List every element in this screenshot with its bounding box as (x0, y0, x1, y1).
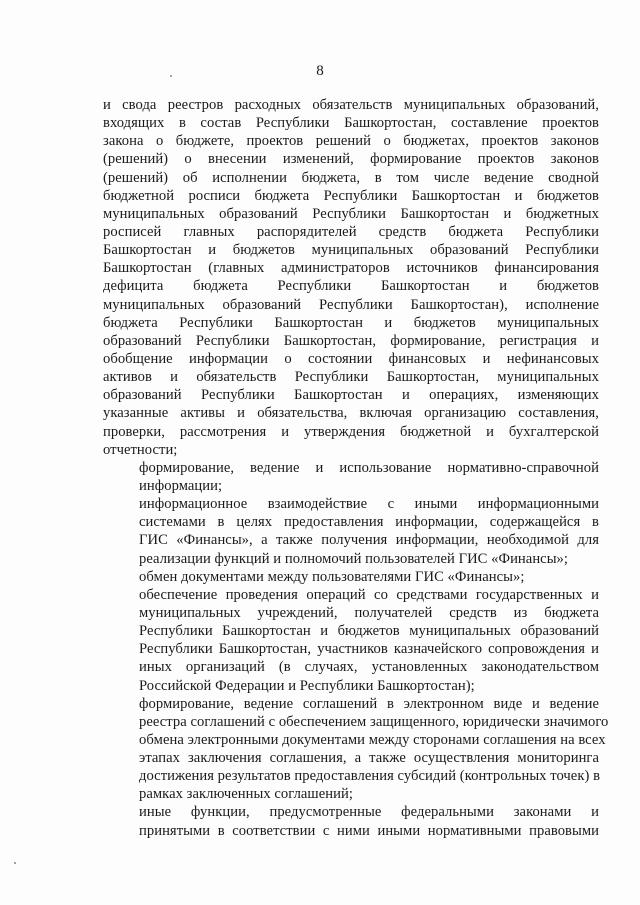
page-number: 8 (316, 63, 324, 79)
text-line: этапах заключения соглашения, а также осуществления мониторинга (139, 750, 599, 767)
text-line: реализации функций и полномочий пользователей ГИС «Финансы»; (139, 550, 569, 567)
paragraph (103, 586, 599, 695)
text-line: муниципальных учреждений, получателей средств из бюджета (139, 604, 599, 621)
paragraph (103, 96, 599, 459)
text-line: дефицита бюджета Республики Башкортостан и бюджетов (103, 278, 599, 295)
text-line: информации; (139, 477, 223, 494)
text-line: муниципальных образований Республики Башкортостан и бюджетных (103, 205, 599, 222)
text-line: обмен документами между пользователями ГИС «Финансы»; (139, 568, 525, 585)
text-line: бюджета Республики Башкортостан и бюджетов муниципальных (103, 314, 599, 331)
text-line: образований Республики Башкортостан, формирование, регистрация и (103, 332, 599, 349)
text-line: активов и обязательств Республики Башкортостан, муниципальных (103, 369, 599, 386)
text-line: (решений) о внесении изменений, формирование проектов законов (103, 151, 599, 168)
text-line: входящих в состав Республики Башкортостан, составление проектов (103, 115, 599, 132)
text-line: ГИС «Финансы», а также получения информации, необходимой для (139, 532, 599, 549)
text-line: Башкортостан (главных администраторов источников финансирования (103, 260, 599, 277)
text-line: закона о бюджете, проектов решений о бюджетах, проектов законов (103, 133, 599, 150)
text-line: (решений) об исполнении бюджета, в том числе ведение сводной (103, 169, 599, 186)
text-line: указанные активы и обязательства, включая организацию составления, (103, 405, 599, 422)
text-line: обеспечение проведения операций со средствами государственных и (139, 586, 599, 603)
scan-speck (14, 862, 16, 864)
text-line: проверки, рассмотрения и утверждения бюджетной и бухгалтерской (103, 423, 599, 440)
text-line: иных организаций (в случаях, установленных законодательством (139, 659, 599, 676)
body-text (103, 96, 609, 840)
text-line: системами в целях предоставления информации, содержащейся в (139, 514, 599, 531)
text-line: образований Республики Башкортостан и операциях, изменяющих (103, 387, 599, 404)
text-line: принятыми в соответствии с ними иными нормативными правовыми (139, 822, 599, 839)
text-line: Республики Башкортостан и бюджетов муниципальных образований (139, 623, 599, 640)
text-line: иные функции, предусмотренные федеральными законами и (139, 804, 599, 821)
paragraph (103, 568, 599, 586)
scan-speck (170, 75, 172, 77)
text-line: реестра соглашений с обеспечением защищенного, юридически значимого (139, 713, 609, 730)
text-line: Российской Федерации и Республики Башкортостан); (139, 677, 475, 694)
text-line: бюджетной росписи бюджета Республики Башкортостан и бюджетов (103, 187, 599, 204)
text-line: Башкортостан и бюджетов муниципальных образований Республики (103, 242, 599, 259)
text-line: формирование, ведение соглашений в электронном виде и ведение (139, 695, 599, 712)
paragraph (103, 803, 599, 839)
text-line: информационное взаимодействие с иными информационными (139, 496, 599, 513)
text-line: формирование, ведение и использование нормативно-справочной (139, 459, 599, 476)
text-line: рамках заключенных соглашений; (139, 786, 353, 803)
text-line: и свода реестров расходных обязательств муниципальных образований, (103, 97, 599, 113)
text-line: муниципальных образований Республики Башкортостан), исполнение (103, 296, 599, 313)
paragraph (103, 695, 609, 804)
text-line: отчетности; (103, 441, 178, 458)
text-line: достижения результатов предоставления субсидий (контрольных точек) в (139, 768, 601, 785)
text-line: Республики Башкортостан, участников казначейского сопровождения и (139, 641, 599, 658)
text-line: росписей главных распорядителей средств бюджета Республики (103, 223, 599, 240)
paragraph (103, 459, 599, 495)
paragraph (103, 495, 599, 568)
text-line: обобщение информации о состоянии финансовых и нефинансовых (103, 350, 599, 367)
text-line: обмена электронными документами между сторонами соглашения на всех (139, 731, 606, 748)
